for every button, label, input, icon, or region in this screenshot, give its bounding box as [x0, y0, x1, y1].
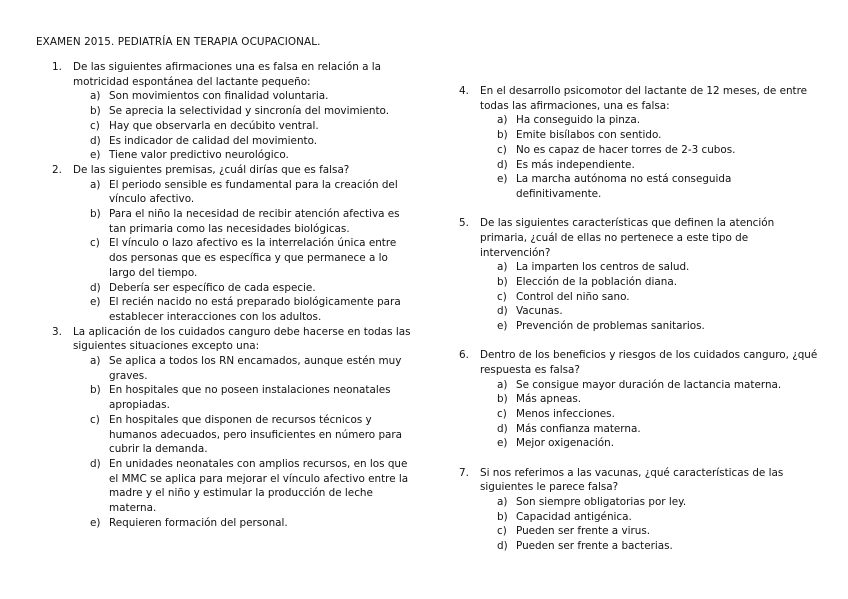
option-letter: c) — [90, 237, 100, 250]
option-letter: a) — [497, 114, 508, 127]
option-text: Es indicador de calidad del movimiento. — [109, 134, 318, 147]
option-text: Más confianza materna. — [516, 422, 641, 435]
answer-option — [480, 172, 819, 201]
option-text: La marcha autónoma no está conseguida definitivamente. — [516, 173, 732, 200]
option-text: El recién nacido no está preparado biológicamente para establecer interacciones con los adultos. — [109, 296, 401, 323]
option-text: En hospitales que no poseen instalaciones neonatales apropiadas. — [109, 384, 391, 412]
option-text: En hospitales que disponen de recursos técnicos y humanos adecuados, pero insuficientes en número para cubrir la demanda. — [109, 413, 403, 456]
answer-option — [73, 457, 412, 516]
answer-option — [73, 148, 412, 163]
option-letter: d) — [90, 457, 101, 470]
question-number: 7. — [459, 466, 469, 479]
answer-option — [73, 207, 412, 236]
option-letter: d) — [497, 540, 508, 553]
option-text: Ha conseguido la pinza. — [516, 114, 641, 127]
question-item — [459, 348, 819, 451]
right-column — [459, 84, 819, 568]
option-letter: e) — [497, 437, 508, 450]
option-letter: d) — [497, 305, 508, 318]
options-list — [480, 495, 819, 554]
option-letter: a) — [497, 496, 508, 509]
answer-option — [73, 383, 412, 412]
option-text: Es más independiente. — [516, 158, 635, 171]
option-text: En unidades neonatales con amplios recursos, en los que el MMC se aplica para mejorar el vínculo afectivo entre la madre y el niño y estimular la producción de leche materna. — [109, 457, 409, 515]
answer-option — [73, 178, 412, 207]
answer-option — [480, 392, 819, 407]
answer-option — [73, 236, 412, 280]
option-text: No es capaz de hacer torres de 2-3 cubos. — [516, 143, 736, 156]
option-letter: a) — [497, 261, 508, 274]
question-number: 4. — [459, 85, 469, 97]
option-text: Vacunas. — [516, 305, 563, 318]
option-text: Se consigue mayor duración de lactancia materna. — [516, 378, 782, 391]
answer-option — [480, 290, 819, 305]
answer-option — [73, 295, 412, 324]
option-text: Hay que observarla en decúbito ventral. — [109, 119, 319, 132]
answer-option — [73, 104, 412, 119]
options-list — [480, 378, 819, 452]
option-text: Capacidad antigénica. — [516, 510, 632, 523]
answer-option — [480, 158, 819, 173]
question-number: 5. — [459, 217, 469, 230]
question-item — [52, 325, 412, 531]
option-text: Prevención de problemas sanitarios. — [516, 320, 705, 333]
option-letter: d) — [90, 134, 101, 147]
option-text: Elección de la población diana. — [516, 275, 678, 288]
option-text: Son siempre obligatorias por ley. — [516, 496, 687, 509]
left-column — [52, 60, 412, 531]
answer-option — [480, 495, 819, 510]
option-letter: c) — [497, 408, 507, 421]
question-text: De las siguientes características que definen la atención primaria, ¿cuál de ellas no pertenece a este tipo de intervención? — [480, 217, 775, 259]
answer-option — [73, 354, 412, 383]
option-letter: c) — [497, 143, 507, 156]
option-text: Emite bisílabos con sentido. — [516, 129, 662, 142]
option-letter: b) — [497, 129, 508, 142]
answer-option — [73, 134, 412, 149]
option-letter: e) — [90, 296, 101, 309]
exam-title: EXAMEN 2015. PEDIATRÍA EN TERAPIA OCUPACIONAL. — [36, 36, 321, 48]
option-text: El periodo sensible es fundamental para la creación del vínculo afectivo. — [109, 178, 398, 206]
options-list — [73, 89, 412, 163]
answer-option — [480, 422, 819, 437]
option-letter: b) — [90, 208, 101, 221]
option-text: Son movimientos con finalidad voluntaria. — [109, 90, 329, 103]
answer-option — [480, 539, 819, 554]
option-letter: e) — [90, 516, 101, 529]
option-letter: a) — [90, 355, 101, 368]
answer-option — [480, 436, 819, 451]
answer-option — [73, 89, 412, 104]
option-letter: a) — [90, 178, 101, 191]
option-text: Menos infecciones. — [516, 408, 615, 421]
question-text: De las siguientes premisas, ¿cuál dirías que es falsa? — [73, 163, 350, 176]
question-number: 6. — [459, 349, 469, 362]
answer-option — [480, 524, 819, 539]
question-item — [52, 163, 412, 325]
question-number: 1. — [52, 61, 62, 73]
option-text: Mejor oxigenación. — [516, 437, 615, 450]
question-item — [459, 84, 819, 202]
option-letter: b) — [497, 393, 508, 406]
question-text: La aplicación de los cuidados canguro debe hacerse en todas las siguientes situaciones excepto una: — [73, 325, 411, 353]
question-number: 2. — [52, 163, 62, 176]
option-letter: c) — [497, 290, 507, 303]
answer-option — [73, 119, 412, 134]
option-text: Más apneas. — [516, 393, 582, 406]
option-letter: c) — [497, 525, 507, 538]
answer-option — [480, 378, 819, 393]
answer-option — [480, 510, 819, 525]
option-letter: d) — [90, 281, 101, 294]
option-text: Tiene valor predictivo neurológico. — [109, 149, 289, 162]
option-text: Debería ser específico de cada especie. — [109, 281, 316, 294]
option-letter: e) — [497, 173, 508, 186]
options-list — [480, 113, 819, 201]
answer-option — [480, 319, 819, 334]
option-text: La imparten los centros de salud. — [516, 261, 690, 274]
option-letter: e) — [90, 149, 101, 162]
option-letter: c) — [90, 413, 100, 426]
options-list — [480, 260, 819, 334]
question-text: De las siguientes afirmaciones una es falsa en relación a la motricidad espontánea del lactante pequeño: — [73, 61, 382, 88]
answer-option — [480, 128, 819, 143]
question-text: Dentro de los beneficios y riesgos de los cuidados canguro, ¿qué respuesta es falsa? — [480, 349, 818, 376]
option-letter: a) — [497, 378, 508, 391]
answer-option — [73, 516, 412, 531]
option-text: Se aprecia la selectividad y sincronía del movimiento. — [109, 105, 389, 118]
option-letter: b) — [90, 384, 101, 397]
option-letter: b) — [90, 105, 101, 118]
option-letter: a) — [90, 90, 101, 103]
answer-option — [480, 407, 819, 422]
option-letter: d) — [497, 158, 508, 171]
option-letter: b) — [497, 275, 508, 288]
option-letter: e) — [497, 320, 508, 333]
option-letter: c) — [90, 119, 100, 132]
option-text: El vínculo o lazo afectivo es la interrelación única entre dos personas que es específica y que permanece a lo largo del tiempo. — [109, 237, 397, 279]
option-text: Pueden ser frente a bacterias. — [516, 540, 673, 553]
question-item — [459, 216, 819, 334]
answer-option — [480, 260, 819, 275]
question-text: Si nos referimos a las vacunas, ¿qué características de las siguientes le parece falsa? — [480, 466, 784, 494]
question-item — [459, 466, 819, 554]
answer-option — [480, 275, 819, 290]
question-item — [52, 60, 412, 163]
answer-option — [480, 304, 819, 319]
option-text: Pueden ser frente a virus. — [516, 525, 651, 538]
option-letter: b) — [497, 510, 508, 523]
options-list — [73, 178, 412, 325]
option-text: Para el niño la necesidad de recibir atención afectiva es tan primaria como las necesidades biológicas. — [109, 208, 400, 235]
option-text: Se aplica a todos los RN encamados, aunque estén muy graves. — [109, 355, 402, 382]
answer-option — [73, 281, 412, 296]
question-number: 3. — [52, 325, 62, 338]
answer-option — [73, 413, 412, 457]
option-text: Control del niño sano. — [516, 290, 630, 303]
options-list — [73, 354, 412, 530]
option-letter: d) — [497, 422, 508, 435]
answer-option — [480, 143, 819, 158]
question-text: En el desarrollo psicomotor del lactante de 12 meses, de entre todas las afirmaciones, una es falsa: — [480, 85, 808, 112]
option-text: Requieren formación del personal. — [109, 516, 288, 529]
answer-option — [480, 113, 819, 128]
